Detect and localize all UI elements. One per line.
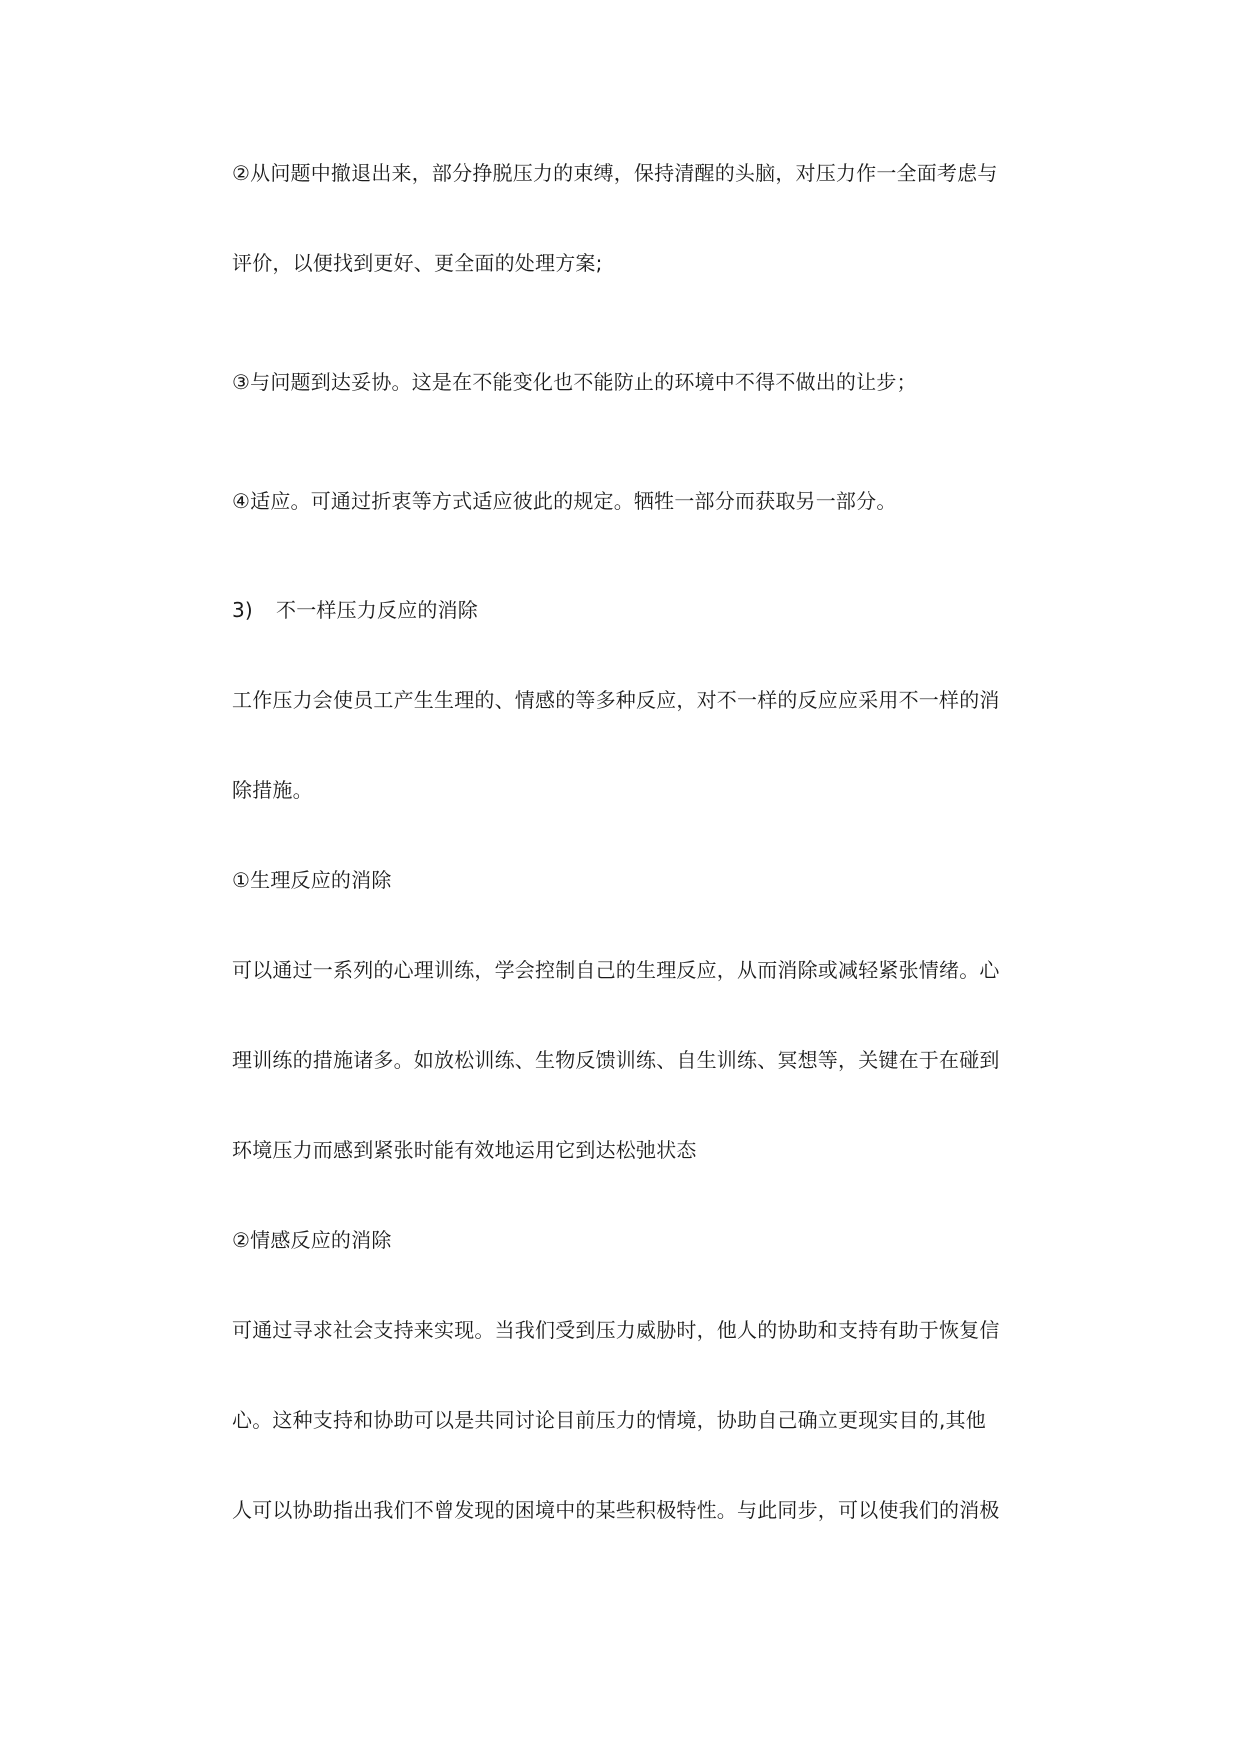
- paragraph-line: 评价，以便找到更好、更全面的处理方案;: [232, 251, 603, 275]
- paragraph-line: 可通过寻求社会支持来实现。当我们受到压力威胁时，他人的协助和支持有助于恢复信: [232, 1318, 1000, 1342]
- paragraph-line: 环境压力而感到紧张时能有效地运用它到达松弛状态: [232, 1138, 697, 1162]
- paragraph-line: ②从问题中撤退出来，部分挣脱压力的束缚，保持清醒的头脑，对压力作一全面考虑与: [232, 161, 998, 185]
- section-title: 不一样压力反应的消除: [276, 598, 478, 622]
- subheading: ①生理反应的消除: [232, 868, 392, 892]
- paragraph-line: 可以通过一系列的心理训练，学会控制自己的生理反应，从而消除或减轻紧张情绪。心: [232, 958, 1000, 982]
- paragraph-line: 工作压力会使员工产生生理的、情感的等多种反应，对不一样的反应应采用不一样的消: [232, 688, 1000, 712]
- section-number: 3): [232, 598, 253, 622]
- paragraph-line: 理训练的措施诸多。如放松训练、生物反馈训练、自生训练、冥想等，关键在于在碰到: [232, 1048, 1000, 1072]
- paragraph-line: 心。这种支持和协助可以是共同讨论目前压力的情境，协助自己确立更现实目的,其他: [232, 1408, 986, 1432]
- paragraph-line: ④适应。可通过折衷等方式适应彼此的规定。牺牲一部分而获取另一部分。: [232, 489, 897, 513]
- paragraph-line: ③与问题到达妥协。这是在不能变化也不能防止的环境中不得不做出的让步；: [232, 370, 917, 394]
- section-heading: [232, 596, 1062, 624]
- subheading: ②情感反应的消除: [232, 1228, 392, 1252]
- paragraph-line: 人可以协助指出我们不曾发现的困境中的某些积极特性。与此同步，可以使我们的消极: [232, 1498, 1000, 1522]
- paragraph-line: 除措施。: [232, 778, 313, 802]
